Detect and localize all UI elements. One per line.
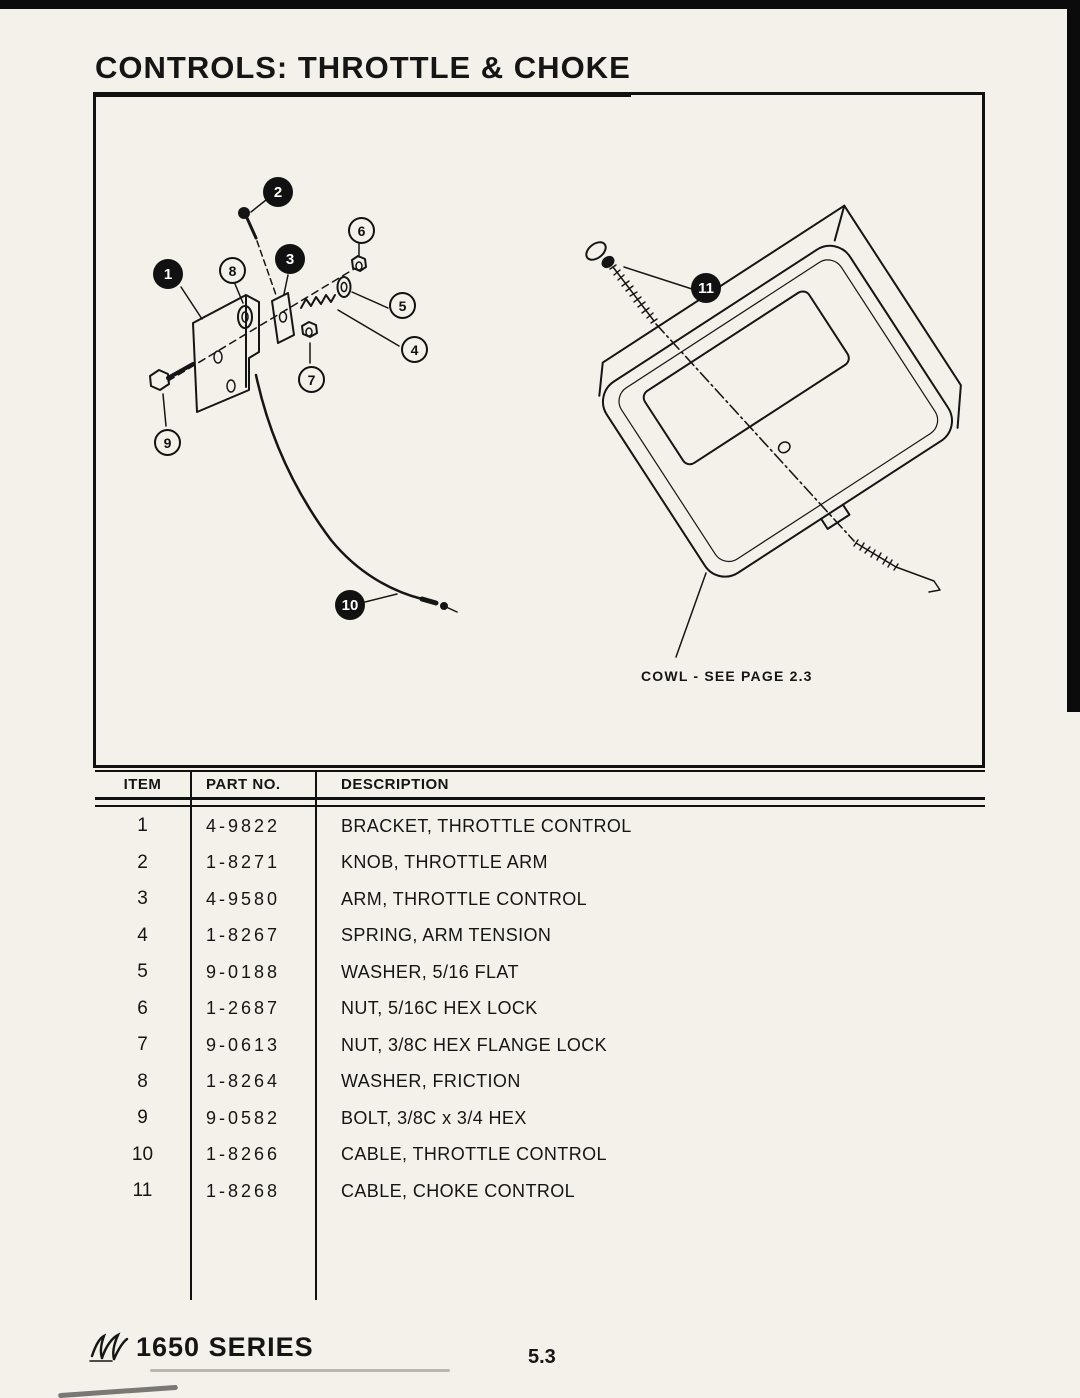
table-row <box>95 1100 985 1137</box>
callout-8: 8 <box>219 257 246 284</box>
cell-part-no: 4-9822 <box>206 815 281 836</box>
cell-part-no: 1-8266 <box>206 1144 281 1165</box>
scan-edge-bottom <box>58 1385 178 1398</box>
cowl-side-face <box>822 206 979 428</box>
cell-item: 3 <box>137 888 148 910</box>
cowl-top-face <box>585 206 858 396</box>
bolt-head <box>150 370 169 390</box>
cowl <box>582 206 982 596</box>
table-row <box>95 1137 985 1174</box>
table-row <box>95 991 985 1028</box>
choke-coil-ribs <box>610 265 657 323</box>
cell-description: NUT, 3/8C HEX FLANGE LOCK <box>341 1034 608 1055</box>
footer-smudge <box>150 1369 450 1372</box>
cell-item: 1 <box>137 815 148 837</box>
cell-item: 7 <box>137 1034 148 1056</box>
assembly-axis <box>168 269 354 381</box>
table-row <box>95 845 985 882</box>
parts-table <box>95 770 985 1300</box>
cell-description: NUT, 5/16C HEX LOCK <box>341 998 538 1019</box>
exploded-diagram-box <box>93 92 985 768</box>
cell-part-no: 1-8271 <box>206 852 281 873</box>
table-body <box>95 808 985 1210</box>
table-row <box>95 954 985 991</box>
flat-washer-outer <box>338 277 351 297</box>
header-item: ITEM <box>123 776 162 793</box>
table-row <box>95 881 985 918</box>
cell-item: 11 <box>132 1180 153 1202</box>
cell-description: WASHER, FRICTION <box>341 1071 521 1092</box>
bracket-outline <box>193 295 259 412</box>
bracket-hole-2 <box>227 380 235 392</box>
callout-3: 3 <box>275 244 305 274</box>
table-header-row <box>95 770 985 800</box>
page-number: 5.3 <box>528 1346 556 1368</box>
cowl-opening <box>641 288 852 467</box>
header-part-no: PART NO. <box>206 776 281 793</box>
callout-5: 5 <box>389 292 416 319</box>
cell-part-no: 1-2687 <box>206 998 281 1019</box>
table-row <box>95 1173 985 1210</box>
scan-edge-top <box>0 0 1080 9</box>
throttle-arm <box>272 293 294 343</box>
table-row <box>95 1027 985 1064</box>
header-description: DESCRIPTION <box>341 776 450 793</box>
hex-nut-6 <box>352 256 366 271</box>
cowl-note-leader <box>676 573 706 657</box>
cell-description: ARM, THROTTLE CONTROL <box>341 888 588 909</box>
cable-ferrule <box>422 599 436 603</box>
cowl-hole <box>776 440 792 455</box>
cell-description: CABLE, CHOKE CONTROL <box>341 1180 576 1201</box>
footer-series-label: 1650 SERIES <box>136 1331 314 1362</box>
cell-part-no: 9-0582 <box>206 1107 281 1128</box>
throttle-cable <box>256 375 422 599</box>
cell-description: BRACKET, THROTTLE CONTROL <box>341 815 632 836</box>
cell-description: WASHER, 5/16 FLAT <box>341 961 519 982</box>
cell-description: CABLE, THROTTLE CONTROL <box>341 1144 607 1165</box>
cell-item: 6 <box>137 997 148 1019</box>
scan-edge-right <box>1067 0 1080 712</box>
table-row <box>95 918 985 955</box>
callout-7: 7 <box>298 366 325 393</box>
callout-10: 10 <box>335 590 365 620</box>
flat-washer-inner <box>341 283 347 292</box>
cell-part-no: 1-8268 <box>206 1180 281 1201</box>
cell-item: 10 <box>131 1143 154 1165</box>
exploded-diagram-figure <box>96 95 982 765</box>
callout-6: 6 <box>348 217 375 244</box>
cell-part-no: 4-9580 <box>206 888 281 909</box>
cowl-note: COWL - SEE PAGE 2.3 <box>641 668 813 684</box>
cell-item: 2 <box>137 851 148 873</box>
callout-11: 11 <box>691 273 721 303</box>
table-row <box>95 1064 985 1101</box>
cell-part-no: 9-0613 <box>206 1034 281 1055</box>
tension-spring <box>301 295 335 308</box>
callout-4: 4 <box>401 336 428 363</box>
callout-9: 9 <box>154 429 181 456</box>
callout-2: 2 <box>263 177 293 207</box>
cell-item: 5 <box>137 961 148 983</box>
cell-part-no: 1-8264 <box>206 1071 281 1092</box>
cell-description: BOLT, 3/8C x 3/4 HEX <box>341 1107 527 1128</box>
cell-item: 8 <box>137 1070 148 1092</box>
table-row <box>95 808 985 845</box>
cell-part-no: 1-8267 <box>206 925 281 946</box>
cell-description: KNOB, THROTTLE ARM <box>341 852 548 873</box>
cell-description: SPRING, ARM TENSION <box>341 925 552 946</box>
footer-series <box>88 1330 314 1364</box>
flange-nut-7 <box>302 322 317 337</box>
knob <box>239 208 249 218</box>
knob-axis <box>257 241 276 295</box>
lower-cable-wire <box>896 567 940 592</box>
header-rule <box>95 805 985 807</box>
callout-1: 1 <box>153 259 183 289</box>
page-title: CONTROLS: THROTTLE & CHOKE <box>95 50 631 97</box>
knob-stem <box>247 218 256 238</box>
cell-item: 9 <box>137 1107 148 1129</box>
bolt-shaft <box>168 364 193 378</box>
arm-hole <box>280 312 287 322</box>
cell-part-no: 9-0188 <box>206 961 281 982</box>
cell-item: 4 <box>137 924 148 946</box>
logo-scribble <box>88 1330 130 1364</box>
